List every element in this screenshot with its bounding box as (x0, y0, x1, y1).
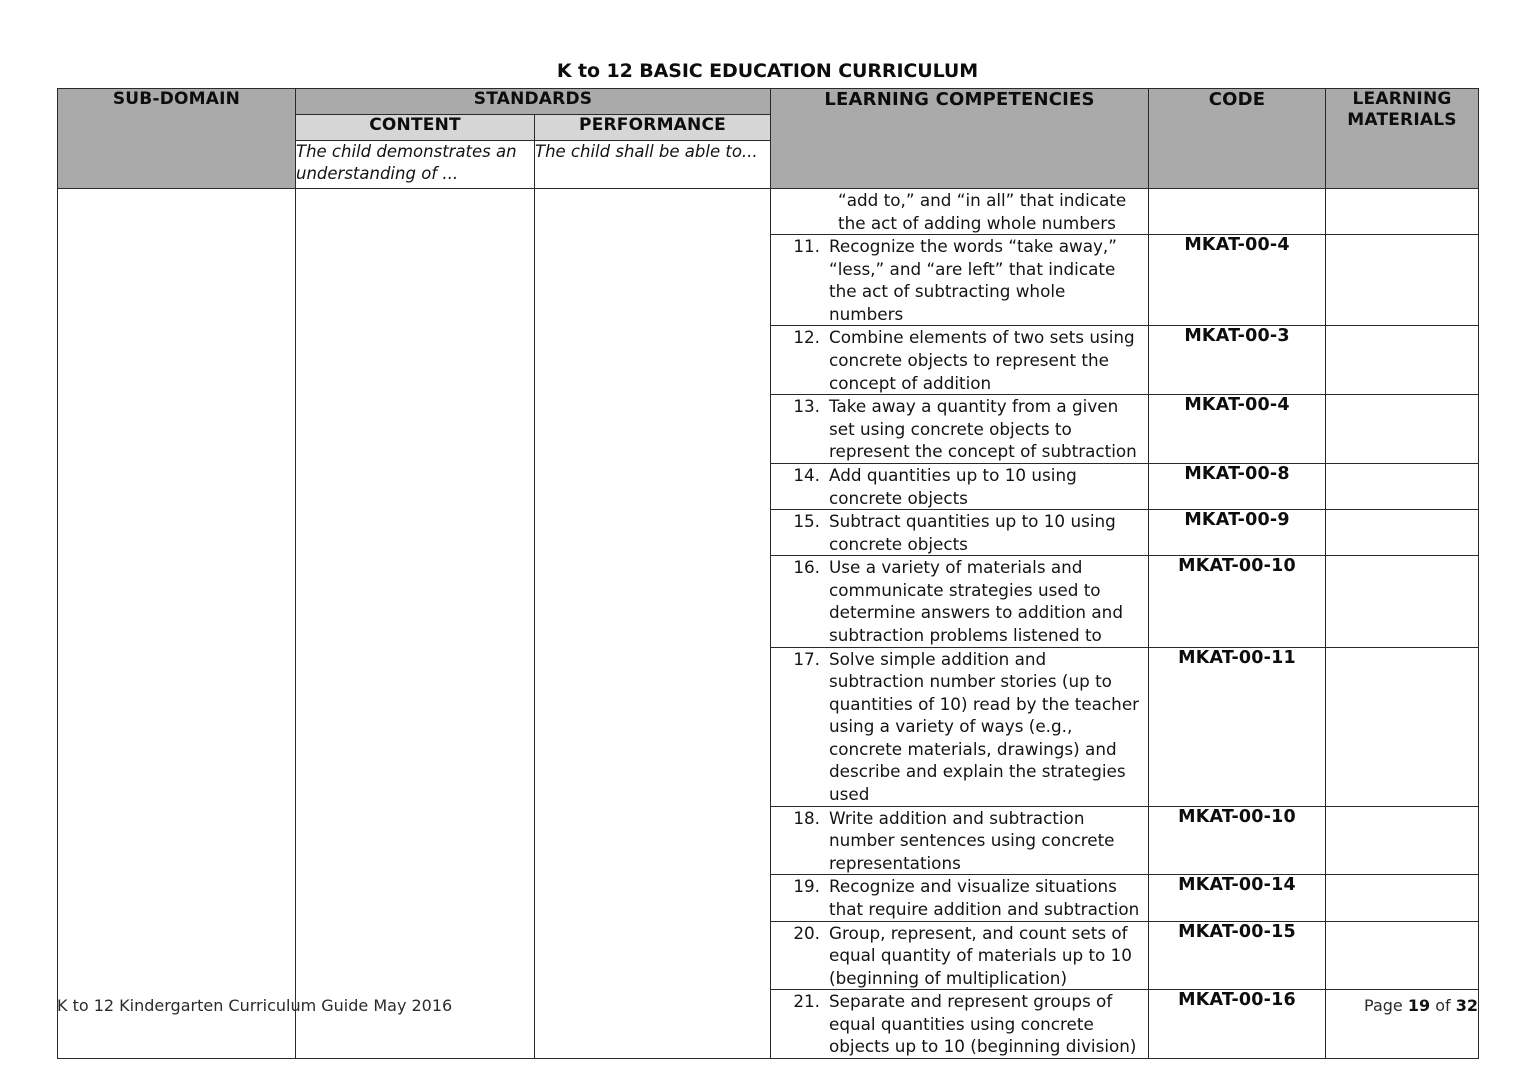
cell-code: MKAT-00-10 (1149, 806, 1326, 875)
header-sub-domain: SUB-DOMAIN (58, 89, 296, 189)
cell-learning-competency (771, 395, 1149, 464)
footer-page-number: 19 (1407, 996, 1431, 1015)
cell-learning-materials (1326, 463, 1479, 509)
competency-item (771, 464, 1148, 509)
cell-learning-competency (771, 189, 1149, 235)
competency-text: “add to,” and “in all” that indicate the act of adding whole numbers (838, 190, 1127, 233)
cell-code (1149, 189, 1326, 235)
competency-item (771, 875, 1148, 920)
cell-code: MKAT-00-10 (1149, 556, 1326, 647)
competency-text: Solve simple addition and subtraction number stories (up to quantities of 10) read by the teacher using a variety of ways (e.g., concrete materials, drawings) and describe and explain the strategies used (829, 648, 1140, 805)
cell-performance-standard (535, 189, 771, 1059)
competency-text: Use a variety of materials and communicate strategies used to determine answers to addition and subtraction problems listened to (829, 557, 1123, 645)
cell-learning-competency (771, 326, 1149, 395)
cell-code: MKAT-00-15 (1149, 921, 1326, 990)
cell-learning-materials (1326, 921, 1479, 990)
footer-page-label: Page (1364, 996, 1403, 1015)
competency-number: 17. (793, 648, 821, 669)
cell-code: MKAT-00-14 (1149, 875, 1326, 921)
competency-item (771, 510, 1148, 555)
header-performance: PERFORMANCE (535, 115, 771, 141)
cell-learning-competency (771, 875, 1149, 921)
competency-text: Group, represent, and count sets of equal quantity of materials up to 10 (beginning of multiplication) (829, 922, 1132, 988)
competency-text: Recognize and visualize situations that require addition and subtraction (829, 876, 1140, 919)
competency-number: 21. (793, 991, 821, 1012)
competency-text: Write addition and subtraction number sentences using concrete representations (829, 807, 1115, 873)
competency-number: 18. (793, 807, 821, 828)
cell-learning-materials (1326, 875, 1479, 921)
cell-learning-competency (771, 556, 1149, 647)
cell-learning-competency (771, 510, 1149, 556)
competency-text: Recognize the words “take away,” “less,” and “are left” that indicate the act of subtracting whole numbers (829, 236, 1117, 324)
cell-code: MKAT-00-4 (1149, 235, 1326, 326)
competency-text: Add quantities up to 10 using concrete objects (829, 464, 1077, 508)
competency-text: Take away a quantity from a given set using concrete objects to represent the concept of subtraction (829, 396, 1137, 462)
competency-item (771, 395, 1148, 463)
cell-code: MKAT-00-16 (1149, 990, 1326, 1059)
cell-learning-competency (771, 235, 1149, 326)
footer-document-label: K to 12 Kindergarten Curriculum Guide May 2016 (57, 996, 453, 1015)
competency-item (771, 326, 1148, 394)
header-content-note: The child demonstrates an understanding of ... (296, 141, 535, 189)
competency-number: 12. (793, 327, 821, 348)
table-header-row-1 (58, 89, 1479, 115)
cell-learning-materials (1326, 510, 1479, 556)
competency-text: Separate and represent groups of equal quantities using concrete objects up to 10 (beginning division) (829, 991, 1137, 1057)
cell-learning-competency (771, 463, 1149, 509)
page-footer (57, 996, 1478, 1015)
competency-item (771, 807, 1148, 875)
cell-code: MKAT-00-4 (1149, 395, 1326, 464)
competency-number: 11. (793, 236, 821, 257)
cell-learning-materials (1326, 556, 1479, 647)
header-learning-materials: LEARNING MATERIALS (1326, 89, 1479, 189)
cell-learning-materials (1326, 189, 1479, 235)
competency-item (771, 556, 1148, 646)
page-title: K to 12 BASIC EDUCATION CURRICULUM (556, 60, 979, 82)
cell-learning-materials (1326, 647, 1479, 806)
cell-sub-domain (58, 189, 296, 1059)
competency-text: Combine elements of two sets using concrete objects to represent the concept of addition (829, 327, 1135, 393)
footer-page-total: 32 (1455, 996, 1478, 1015)
competency-item (771, 235, 1148, 325)
cell-learning-materials (1326, 395, 1479, 464)
cell-learning-competency (771, 806, 1149, 875)
competency-number: 14. (793, 464, 821, 485)
cell-code: MKAT-00-8 (1149, 463, 1326, 509)
curriculum-table (57, 88, 1479, 1059)
competency-number: 16. (793, 557, 821, 578)
cell-learning-materials (1326, 326, 1479, 395)
cell-learning-competency (771, 647, 1149, 806)
cell-learning-materials (1326, 235, 1479, 326)
header-standards: STANDARDS (296, 89, 771, 115)
header-content: CONTENT (296, 115, 535, 141)
header-code: CODE (1149, 89, 1326, 189)
competency-text: Subtract quantities up to 10 using concrete objects (829, 511, 1116, 554)
cell-code: MKAT-00-3 (1149, 326, 1326, 395)
cell-learning-competency (771, 921, 1149, 990)
table-row (58, 189, 1479, 235)
competency-number: 20. (793, 922, 821, 943)
footer-of-label: of (1435, 996, 1451, 1015)
header-learning-competencies: LEARNING COMPETENCIES (771, 89, 1149, 189)
competency-number: 13. (793, 396, 821, 417)
cell-learning-materials (1326, 806, 1479, 875)
cell-content-standard (296, 189, 535, 1059)
competency-number: 19. (793, 876, 821, 897)
competency-item (771, 922, 1148, 990)
competency-item (771, 648, 1148, 806)
competency-number: 15. (793, 511, 821, 532)
cell-code: MKAT-00-9 (1149, 510, 1326, 556)
cell-code: MKAT-00-11 (1149, 647, 1326, 806)
header-performance-note: The child shall be able to... (535, 141, 771, 189)
footer-page-indicator (1364, 996, 1478, 1015)
